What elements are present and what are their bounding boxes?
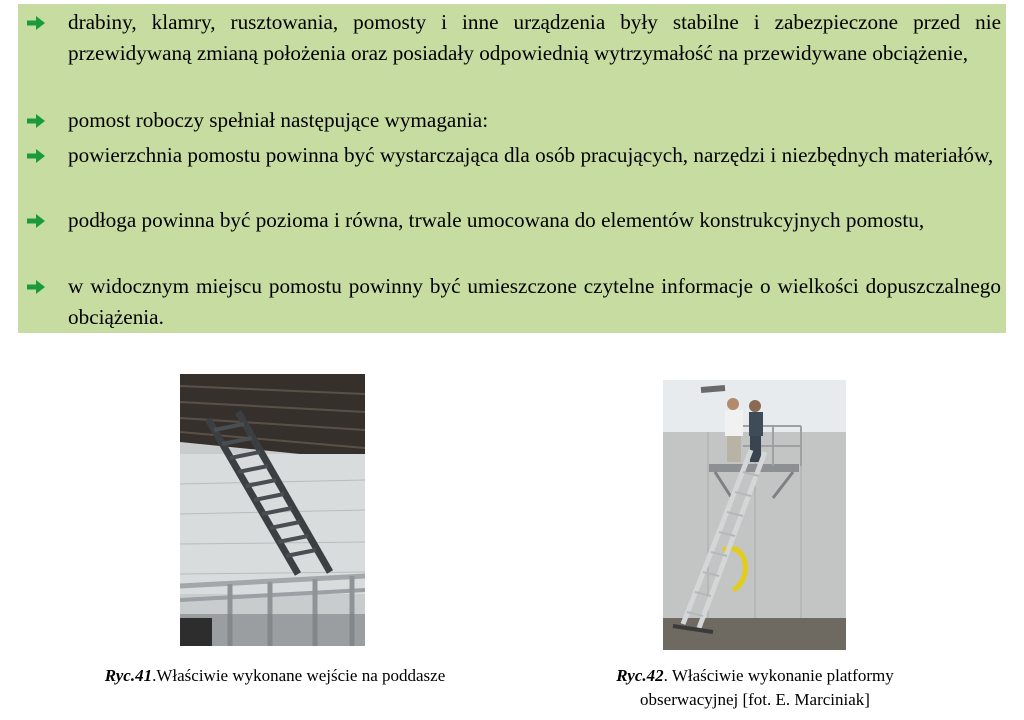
stairs-to-attic-photo xyxy=(180,374,365,646)
list-item-text: powierzchnia pomostu powinna być wystarczająca dla osób pracujących, narzędzi i niezbędnych materiałów, xyxy=(68,143,994,167)
right-arrow-icon xyxy=(26,213,46,229)
list-item-text: w widocznym miejscu pomostu powinny być umieszczone czytelne informacje o wielkości dopuszczalnego obciążenia. xyxy=(68,274,1001,329)
right-arrow-icon xyxy=(26,279,46,295)
list-item-text: podłoga powinna być pozioma i równa, trwale umocowana do elementów konstrukcyjnych pomostu, xyxy=(68,208,925,232)
figure-caption-41 xyxy=(30,664,520,688)
figure-ref: Ryc.42 xyxy=(616,666,664,685)
figure-caption-42 xyxy=(545,664,965,712)
right-arrow-icon xyxy=(26,15,46,31)
list-item-text: drabiny, klamry, rusztowania, pomosty i inne urządzenia były stabilne i zabezpieczone przed nie przewidywaną zmianą położenia oraz posiadały odpowiednią wytrzymałość na przewidywane obciążenie, xyxy=(68,10,1001,65)
caption-text: .Właściwie wykonane wejście na poddasze xyxy=(152,666,446,685)
caption-text-line2: obserwacyjnej [fot. E. Marciniak] xyxy=(640,690,870,709)
list-item-text: pomost roboczy spełniał następujące wymagania: xyxy=(68,108,489,132)
right-arrow-icon xyxy=(26,148,46,164)
observation-platform-photo xyxy=(663,380,846,650)
caption-text: . Właściwie wykonanie platformy xyxy=(663,666,894,685)
requirements-box xyxy=(18,4,1006,333)
figure-ref: Ryc.41 xyxy=(104,666,153,685)
right-arrow-icon xyxy=(26,113,46,129)
